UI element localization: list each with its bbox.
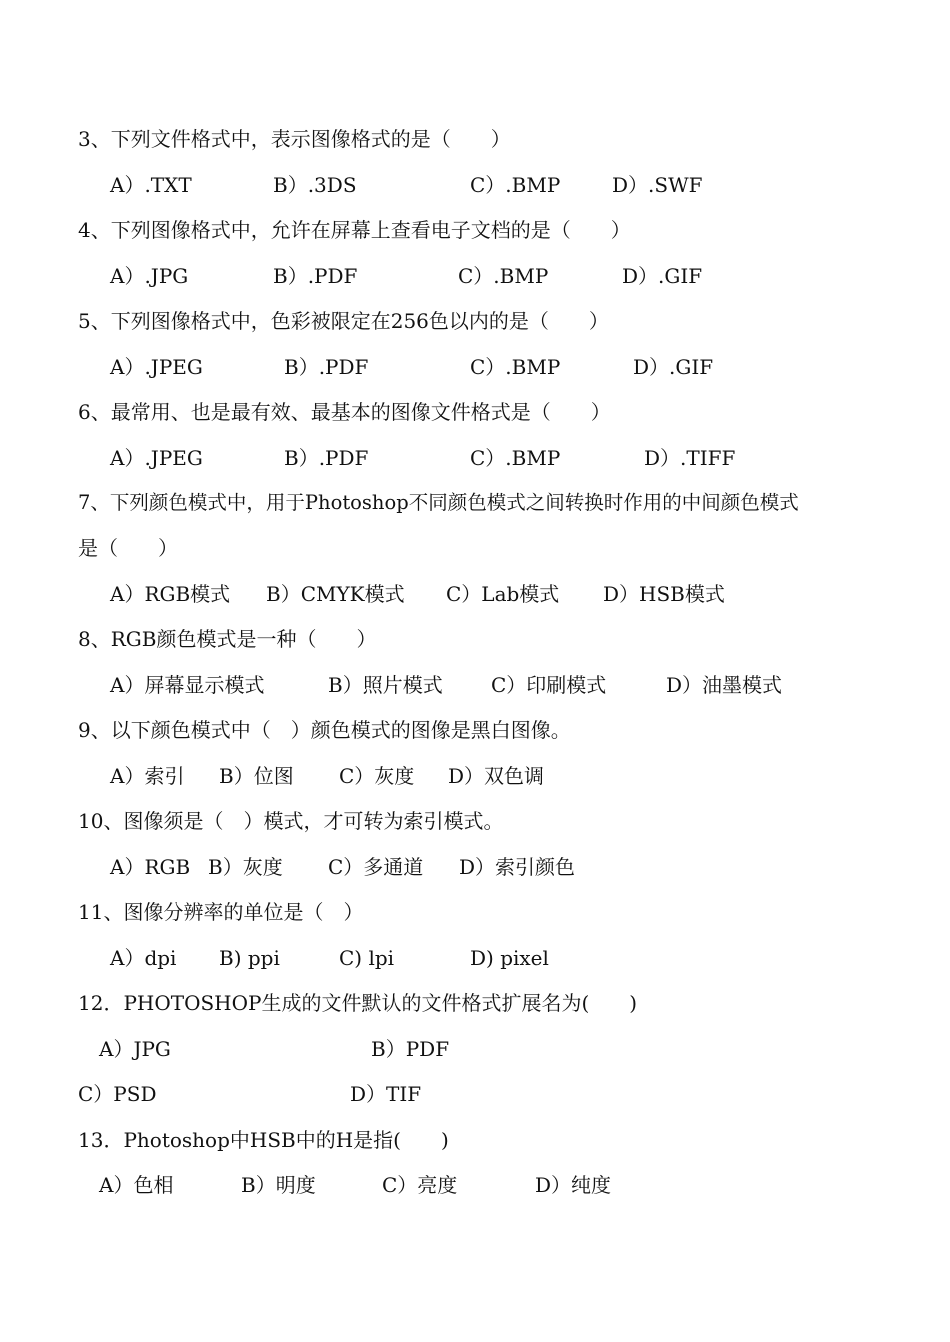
option-a: A）.JPG <box>110 264 189 288</box>
question-12-stem: 12．PHOTOSHOP生成的文件默认的文件格式扩展名为( ) <box>78 991 638 1015</box>
option-d: D）.GIF <box>633 355 714 379</box>
option-c: C）多通道 <box>328 855 424 879</box>
question-7-stem: 7、下列颜色模式中，用于Photoshop不同颜色模式之间转换时作用的中间颜色模式 <box>78 491 799 514</box>
option-a: A）RGB <box>110 855 191 879</box>
question-4-stem: 4、下列图像格式中，允许在屏幕上查看电子文档的是（ ） <box>78 218 631 242</box>
option-b: B）.3DS <box>273 173 357 197</box>
option-b: B）.PDF <box>284 446 369 470</box>
question-7-stem-continued: 是（ ） <box>78 536 178 560</box>
option-c: C）亮度 <box>382 1173 458 1197</box>
option-a: A）屏幕显示模式 <box>110 673 265 697</box>
option-a: A）RGB模式 <box>110 582 231 606</box>
option-b: B）位图 <box>219 764 294 788</box>
option-c: C）.BMP <box>470 355 561 379</box>
option-c: C）印刷模式 <box>491 673 607 697</box>
option-a: A）索引 <box>110 764 185 788</box>
option-b: B）灰度 <box>208 855 283 879</box>
option-b: B）.PDF <box>273 264 358 288</box>
option-d: D）油墨模式 <box>666 673 783 697</box>
option-d: D）.TIFF <box>644 446 736 470</box>
option-c: C）Lab模式 <box>446 582 560 606</box>
option-d: D) pixel <box>470 946 549 970</box>
question-6-stem: 6、最常用、也是最有效、最基本的图像文件格式是（ ） <box>78 400 611 424</box>
option-d: D）双色调 <box>448 764 545 788</box>
option-b: B）PDF <box>371 1037 450 1061</box>
option-b: B）.PDF <box>284 355 369 379</box>
option-b: B）明度 <box>241 1173 316 1197</box>
option-c: C）灰度 <box>339 764 415 788</box>
question-3-stem: 3、下列文件格式中，表示图像格式的是（ ） <box>78 127 511 151</box>
question-13-stem: 13．Photoshop中HSB中的H是指( ) <box>78 1128 449 1152</box>
option-a: A）JPG <box>99 1037 171 1061</box>
option-b: B）照片模式 <box>328 673 443 697</box>
question-8-stem: 8、RGB颜色模式是一种（ ） <box>78 627 377 651</box>
option-a: A）dpi <box>110 946 177 970</box>
option-d: D）.SWF <box>612 173 703 197</box>
option-b: B) ppi <box>219 946 280 970</box>
option-c: C）.BMP <box>458 264 549 288</box>
option-a: A）色相 <box>99 1173 174 1197</box>
option-a: A）.TXT <box>110 173 192 197</box>
option-d: D）.GIF <box>622 264 703 288</box>
option-b: B）CMYK模式 <box>266 582 405 606</box>
option-c: C）.BMP <box>470 446 561 470</box>
option-c: C）.BMP <box>470 173 561 197</box>
question-5-stem: 5、下列图像格式中，色彩被限定在256色以内的是（ ） <box>78 309 609 333</box>
question-9-stem: 9、以下颜色模式中（ ）颜色模式的图像是黑白图像。 <box>78 718 571 742</box>
option-d: D）索引颜色 <box>459 855 576 879</box>
question-11-stem: 11、图像分辨率的单位是（ ） <box>78 900 364 924</box>
option-d: D）纯度 <box>535 1173 612 1197</box>
option-c: C）PSD <box>78 1082 157 1106</box>
option-d: D）TIF <box>350 1082 422 1106</box>
option-c: C) lpi <box>339 946 395 970</box>
option-a: A）.JPEG <box>110 446 203 470</box>
option-a: A）.JPEG <box>110 355 203 379</box>
option-d: D）HSB模式 <box>603 582 725 606</box>
question-10-stem: 10、图像须是（ ）模式，才可转为索引模式。 <box>78 809 504 833</box>
